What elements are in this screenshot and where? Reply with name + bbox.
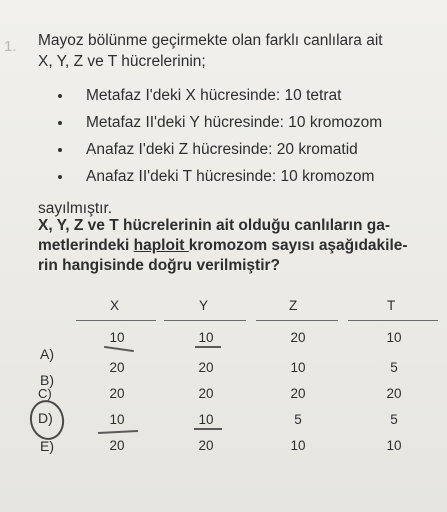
option-a-x: 10: [109, 330, 125, 345]
pen-mark: [194, 428, 222, 430]
option-b-t: 5: [390, 360, 398, 375]
bullet-icon: [58, 148, 62, 152]
header-rule: [164, 320, 246, 321]
option-d-z: 5: [294, 412, 302, 427]
pen-mark: [98, 430, 138, 434]
pen-mark: [104, 346, 134, 352]
option-c-x: 20: [109, 386, 125, 401]
option-a-z: 20: [290, 330, 306, 345]
column-header-z: Z: [289, 298, 298, 313]
option-c-z: 20: [290, 386, 306, 401]
option-label-a[interactable]: A): [40, 346, 54, 362]
option-e-z: 10: [290, 438, 306, 453]
column-header-y: Y: [199, 298, 209, 313]
underlined-term: haploit: [133, 237, 189, 254]
option-label-e[interactable]: E): [40, 438, 54, 454]
option-e-x: 20: [109, 438, 125, 453]
option-label-d[interactable]: D): [38, 410, 53, 426]
bullet-icon: [58, 121, 62, 125]
option-label-c[interactable]: C): [38, 386, 52, 401]
option-d-x: 10: [109, 412, 125, 427]
bullet-icon: [58, 175, 62, 179]
observation-item: Anafaz II'deki T hücresinde: 10 kromozom: [58, 163, 382, 190]
header-rule: [76, 320, 156, 321]
question-stem: [38, 216, 443, 276]
option-a-t: 10: [386, 330, 402, 345]
option-e-y: 20: [198, 438, 214, 453]
header-rule: [348, 320, 438, 321]
observation-item: Metafaz I'deki X hücresinde: 10 tetrat: [58, 82, 382, 109]
option-e-t: 10: [386, 438, 402, 453]
option-c-y: 20: [198, 386, 214, 401]
option-label-b[interactable]: B): [40, 372, 54, 388]
stem-line-3: rin hangisinde doğru verilmiştir?: [38, 257, 281, 274]
option-d-t: 5: [390, 412, 398, 427]
option-b-y: 20: [198, 360, 214, 375]
statement-end: sayılmıştır.: [38, 200, 113, 217]
column-header-t: T: [387, 298, 396, 313]
column-header-x: X: [110, 298, 120, 313]
pen-mark: [195, 346, 221, 348]
option-b-z: 10: [290, 360, 306, 375]
cell-observation-list: [58, 82, 382, 190]
question-number: 1.: [4, 38, 17, 55]
option-d-y: 10: [198, 412, 214, 427]
intro-line-2: X, Y, Z ve T hücrelerinin;: [38, 53, 206, 70]
stem-line-1: X, Y, Z ve T hücrelerinin ait olduğu canlıların ga-: [38, 217, 390, 234]
option-b-x: 20: [109, 360, 125, 375]
option-c-t: 20: [386, 386, 402, 401]
option-a-y: 10: [198, 330, 214, 345]
intro-line-1: Mayoz bölünme geçirmekte olan farklı canlılara ait: [38, 32, 383, 49]
header-rule: [256, 320, 338, 321]
question-intro: [38, 30, 438, 72]
bullet-icon: [58, 94, 62, 98]
observation-item: Metafaz II'deki Y hücresinde: 10 kromozom: [58, 109, 382, 136]
stem-line-2: metlerindeki haploit kromozom sayısı aşağıdakile-: [38, 237, 408, 254]
observation-item: Anafaz I'deki Z hücresinde: 20 kromatid: [58, 136, 382, 163]
